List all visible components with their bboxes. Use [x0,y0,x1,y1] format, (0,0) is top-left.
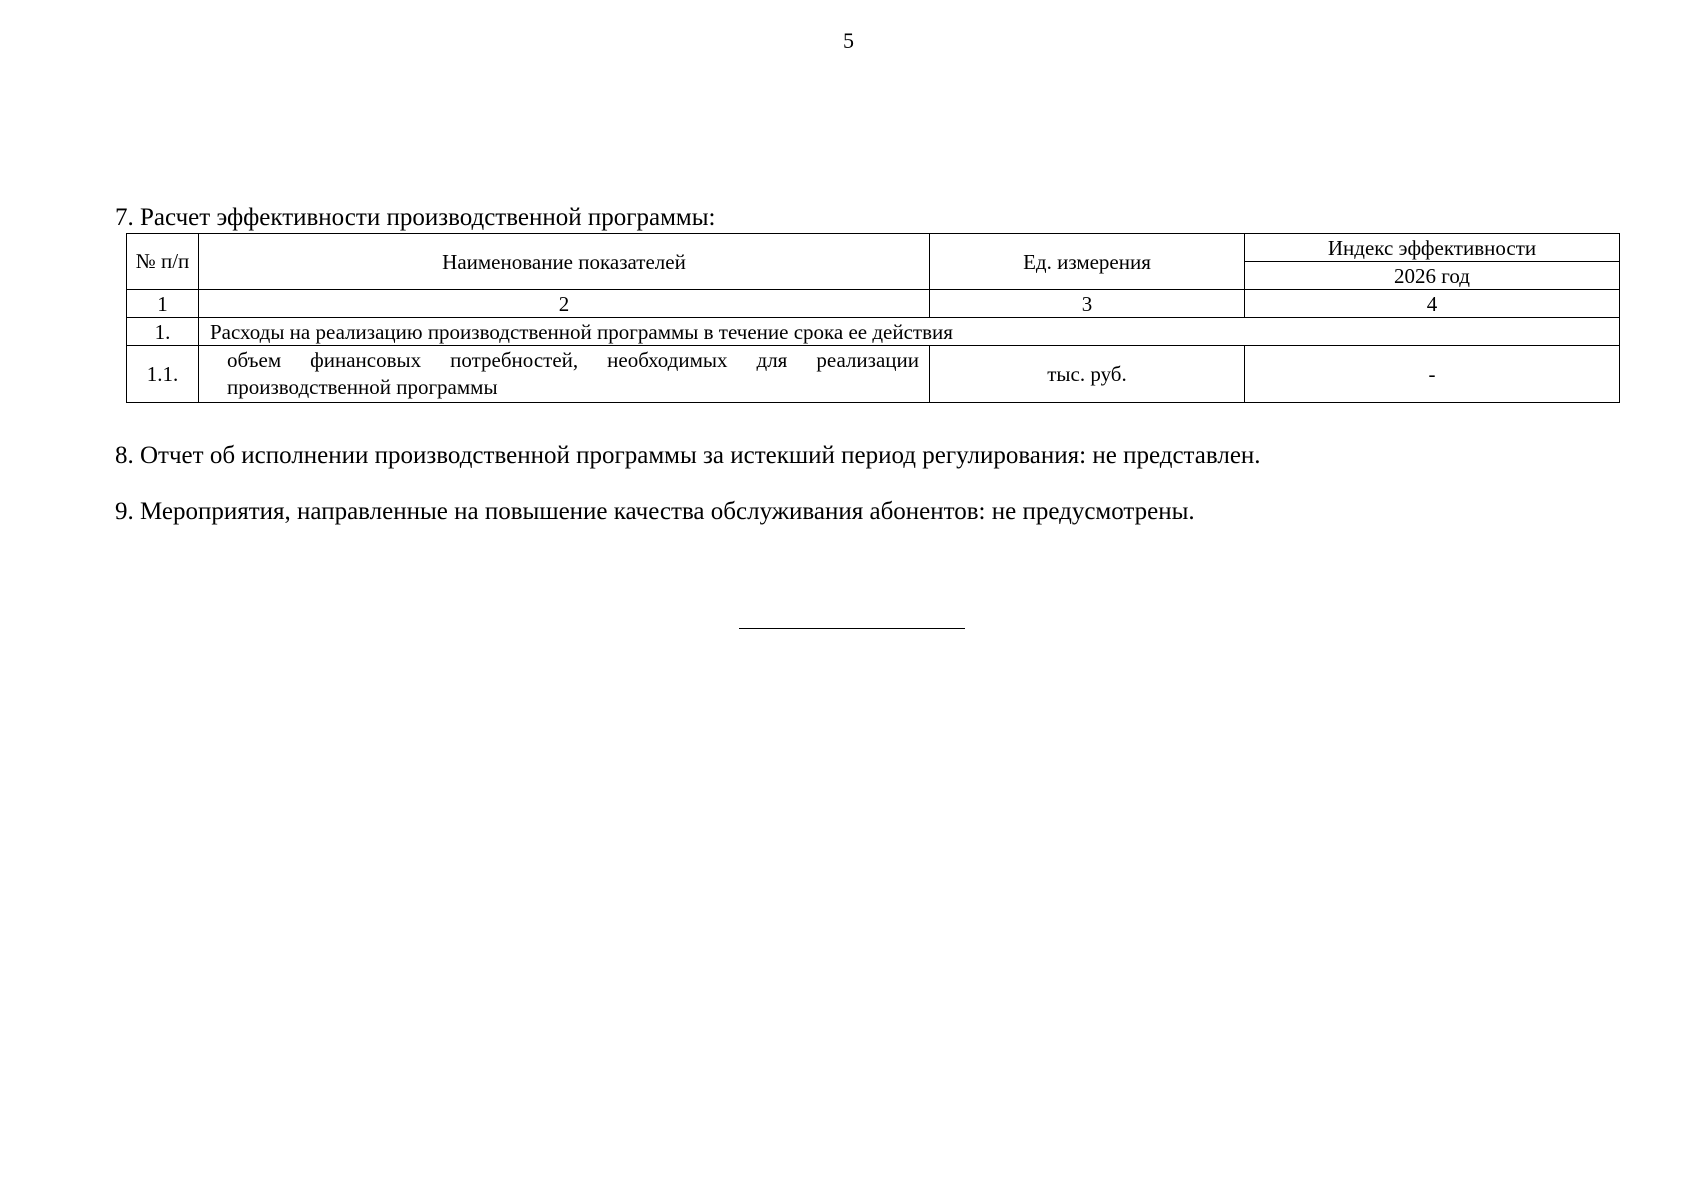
section-7-heading: 7. Расчет эффективности производственной программы: [115,204,716,231]
header-index-group: Индекс эффективности [1245,234,1620,262]
table-column-numbers-row [127,290,1620,318]
table-row [127,318,1620,346]
column-number: 2 [199,290,930,318]
page-number: 5 [843,28,854,53]
table-row [127,346,1620,403]
column-number: 3 [930,290,1245,318]
row-unit: тыс. руб. [930,346,1245,403]
header-unit: Ед. измерения [930,234,1245,290]
header-year: 2026 год [1245,262,1620,290]
row-name: объем финансовых потребностей, необходимых для реализации производственной программы [199,346,930,403]
row-num: 1. [127,318,199,346]
header-num: № п/п [127,234,199,290]
end-divider [739,628,965,629]
section-8-text: 8. Отчет об исполнении производственной программы за истекший период регулирования: не представлен. [115,442,1261,469]
header-name: Наименование показателей [199,234,930,290]
section-9-text: 9. Мероприятия, направленные на повышение качества обслуживания абонентов: не предусмотрены. [115,498,1195,525]
efficiency-table [126,233,1620,403]
column-number: 4 [1245,290,1620,318]
table-header-row [127,234,1620,262]
row-value: - [1245,346,1620,403]
row-num: 1.1. [127,346,199,403]
column-number: 1 [127,290,199,318]
row-name: Расходы на реализацию производственной программы в течение срока ее действия [199,318,1620,346]
